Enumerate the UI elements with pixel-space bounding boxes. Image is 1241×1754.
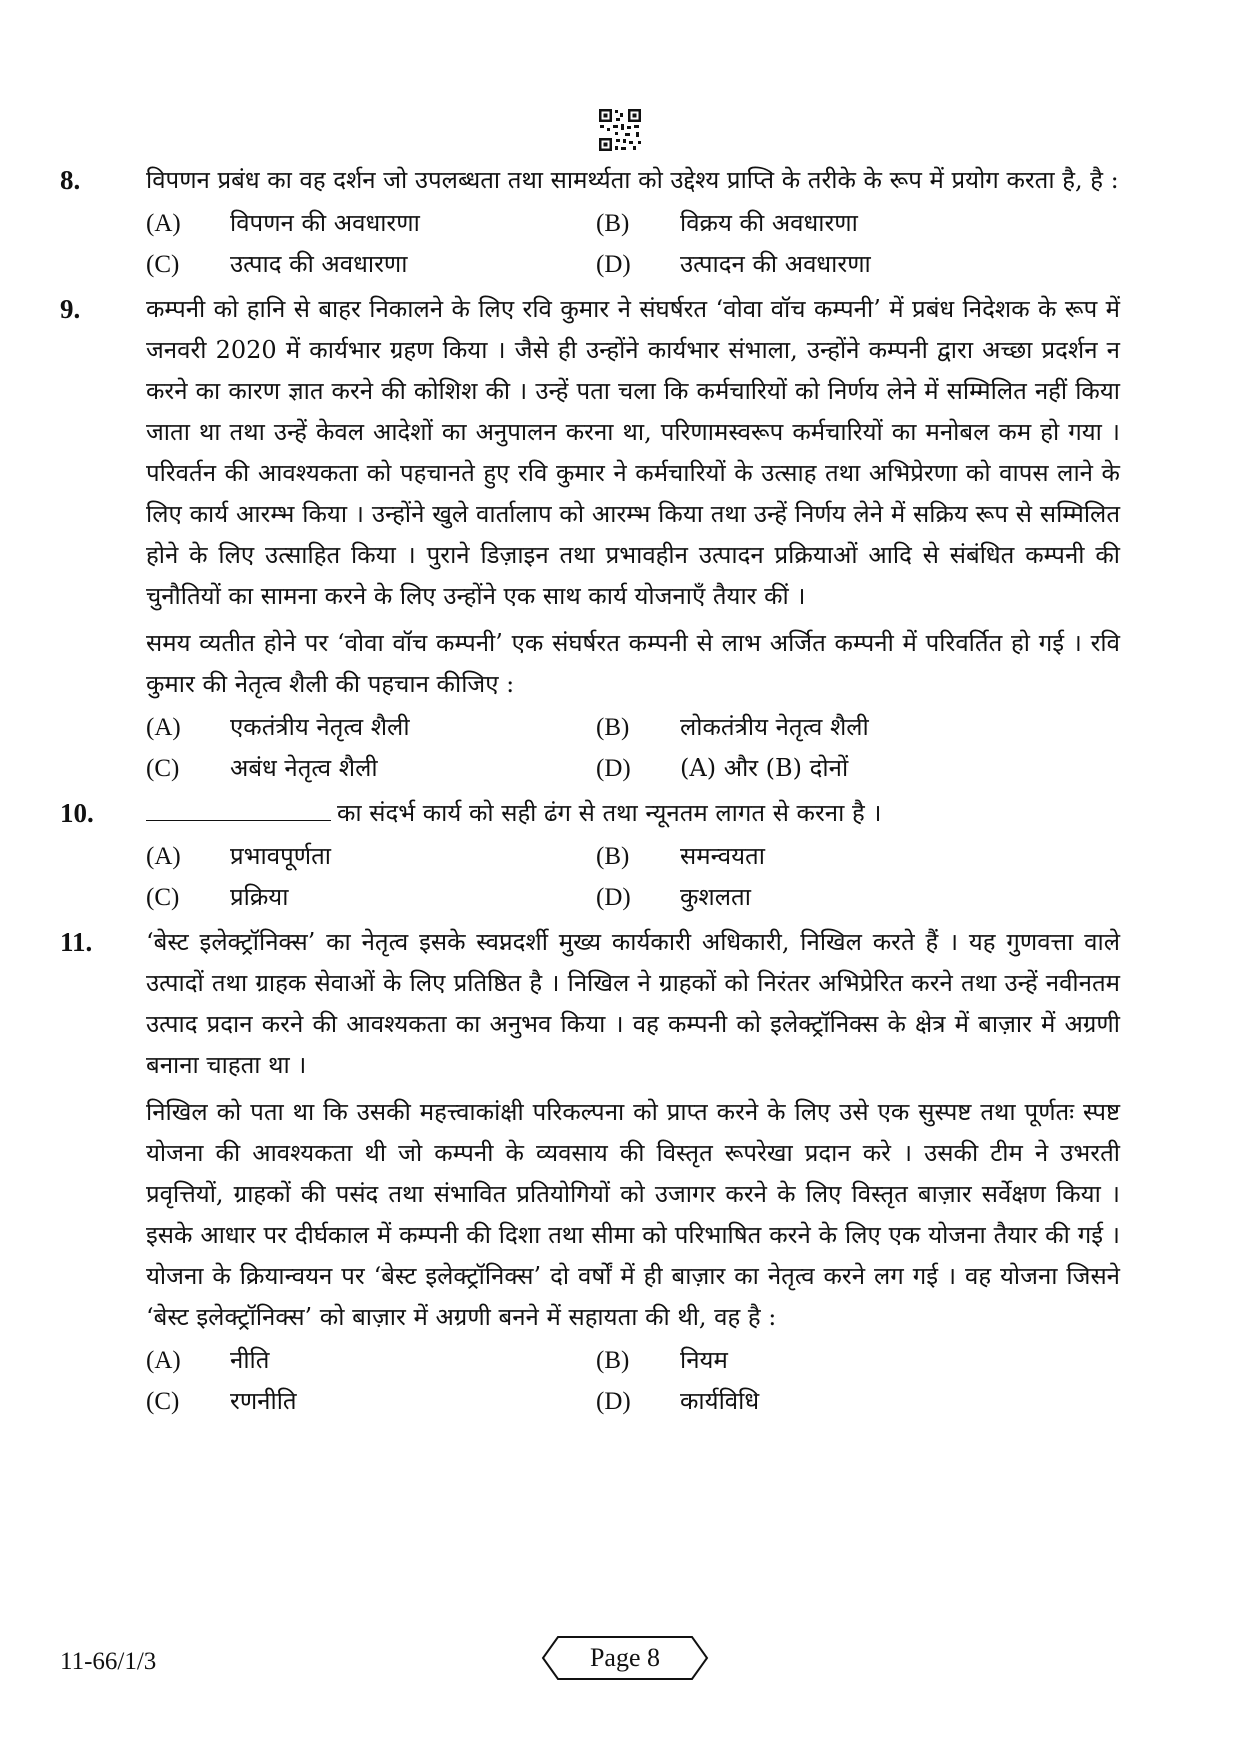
option-label: (A)	[146, 1347, 181, 1374]
page-number: Page 8	[589, 1643, 661, 1672]
option-c	[146, 748, 596, 789]
paper-code: 11-66/1/3	[60, 1648, 157, 1675]
option-text: विपणन की अवधारणा	[230, 209, 420, 237]
option-text: रणनीति	[230, 1387, 297, 1415]
option-text: नियम	[680, 1346, 728, 1374]
option-a	[146, 707, 596, 748]
option-label: (C)	[146, 755, 180, 782]
option-b	[596, 836, 1046, 877]
option-c	[146, 1381, 596, 1422]
question-11	[60, 922, 1120, 1422]
option-label: (C)	[146, 1388, 180, 1415]
option-d	[596, 748, 1046, 789]
qr-code-icon	[598, 108, 642, 152]
option-text: (A) और (B) दोनों	[680, 754, 849, 782]
option-text: समन्वयता	[680, 842, 765, 870]
option-text: उत्पाद की अवधारणा	[230, 250, 408, 278]
option-label: (C)	[146, 884, 180, 911]
option-c	[146, 244, 596, 285]
option-text: नीति	[230, 1346, 270, 1374]
option-label: (A)	[146, 843, 181, 870]
option-b	[596, 1340, 1046, 1381]
option-text: कार्यविधि	[680, 1387, 760, 1415]
option-text: कुशलता	[680, 883, 751, 911]
options	[146, 836, 1120, 918]
option-text: एकतंत्रीय नेतृत्व शैली	[230, 713, 410, 741]
question-number: 9.	[60, 294, 81, 324]
option-text: अबंध नेतृत्व शैली	[230, 754, 378, 782]
option-label: (B)	[596, 843, 630, 870]
options	[146, 203, 1120, 285]
page-number-badge	[540, 1634, 710, 1682]
option-label: (A)	[146, 210, 181, 237]
question-text: विपणन प्रबंध का वह दर्शन जो उपलब्धता तथा सामर्थ्यता को उद्देश्य प्राप्ति के तरीके के रूप में प्रयोग करता है, है :	[146, 166, 1119, 194]
question-number: 10.	[60, 798, 94, 828]
question-number: 11.	[60, 927, 93, 957]
question-10	[60, 793, 1120, 918]
option-d	[596, 1381, 1046, 1422]
question-text: ‘बेस्ट इलेक्ट्रॉनिक्स’ का नेतृत्व इसके स्वप्नदर्शी मुख्य कार्यकारी अधिकारी, निखिल करते हैं । यह गुणवत्ता वाले उत्पादों तथा ग्राहक सेवाओं के लिए प्रतिष्ठित है । निखिल ने ग्राहकों को निरंतर अभिप्रेरित करने तथा उन्हें नवीनतम उत्पाद प्रदान करने की आवश्यकता का अनुभव किया । वह कम्पनी को इलेक्ट्रॉनिक्स के क्षेत्र में बाज़ार में अग्रणी बनाना चाहता था ।	[146, 928, 1120, 1079]
question-text: कम्पनी को हानि से बाहर निकालने के लिए रवि कुमार ने संघर्षरत ‘वोवा वॉच कम्पनी’ में प्रबंध निदेशक के रूप में जनवरी 2020 में कार्यभार ग्रहण किया । जैसे ही उन्होंने कार्यभार संभाला, उन्होंने कम्पनी द्वारा अच्छा प्रदर्शन न करने का कारण ज्ञात करने की कोशिश की । उन्हें पता चला कि कर्मचारियों को निर्णय लेने में सम्मिलित नहीं किया जाता था तथा उन्हें केवल आदेशों का अनुपालन करना था, परिणामस्वरूप कर्मचारियों का मनोबल कम हो गया । परिवर्तन की आवश्यकता को पहचानते हुए रवि कुमार ने कर्मचारियों के उत्साह तथा अभिप्रेरणा को वापस लाने के लिए कार्य आरम्भ किया । उन्होंने खुले वार्तालाप को आरम्भ किया तथा उन्हें निर्णय लेने में सक्रिय रूप से सम्मिलित होने के लिए उत्साहित किया । पुराने डिज़ाइन तथा प्रभावहीन उत्पादन प्रक्रियाओं आदि से संबंधित कम्पनी की चुनौतियों का सामना करने के लिए उन्होंने एक साथ कार्य योजनाएँ तैयार कीं ।	[146, 295, 1120, 610]
option-text: प्रक्रिया	[230, 883, 289, 911]
option-label: (D)	[596, 251, 631, 278]
question-9	[60, 289, 1120, 789]
option-c	[146, 877, 596, 918]
option-label: (B)	[596, 714, 630, 741]
option-a	[146, 203, 596, 244]
option-label: (D)	[596, 884, 631, 911]
option-text: विक्रय की अवधारणा	[680, 209, 858, 237]
option-label: (A)	[146, 714, 181, 741]
option-label: (C)	[146, 251, 180, 278]
option-text: उत्पादन की अवधारणा	[680, 250, 871, 278]
option-label: (B)	[596, 210, 630, 237]
question-8	[60, 160, 1120, 285]
question-text: समय व्यतीत होने पर ‘वोवा वॉच कम्पनी’ एक संघर्षरत कम्पनी से लाभ अर्जित कम्पनी में परिवर्तित हो गई । रवि कुमार की नेतृत्व शैली की पहचान कीजिए :	[146, 629, 1120, 698]
question-text	[146, 793, 1120, 834]
option-label: (B)	[596, 1347, 630, 1374]
options	[146, 707, 1120, 789]
option-text: लोकतंत्रीय नेतृत्व शैली	[680, 713, 869, 741]
question-list	[60, 160, 1120, 1426]
option-b	[596, 203, 1046, 244]
option-label: (D)	[596, 755, 631, 782]
fill-blank	[146, 798, 331, 821]
option-d	[596, 244, 1046, 285]
option-d	[596, 877, 1046, 918]
blank-sentence: का संदर्भ कार्य को सही ढंग से तथा न्यूनतम लागत से करना है ।	[337, 799, 882, 827]
option-a	[146, 836, 596, 877]
option-a	[146, 1340, 596, 1381]
option-b	[596, 707, 1046, 748]
question-text: निखिल को पता था कि उसकी महत्त्वाकांक्षी परिकल्पना को प्राप्त करने के लिए उसे एक सुस्पष्ट तथा पूर्णतः स्पष्ट योजना की आवश्यकता थी जो कम्पनी के व्यवसाय की विस्तृत रूपरेखा प्रदान करे । उसकी टीम ने उभरती प्रवृत्तियों, ग्राहकों की पसंद तथा संभावित प्रतियोगियों को उजागर करने के लिए विस्तृत बाज़ार सर्वेक्षण किया । इसके आधार पर दीर्घकाल में कम्पनी की दिशा तथा सीमा को परिभाषित करने के लिए एक योजना तैयार की गई । योजना के क्रियान्वयन पर ‘बेस्ट इलेक्ट्रॉनिक्स’ दो वर्षों में ही बाज़ार का नेतृत्व करने लग गई । वह योजना जिसने ‘बेस्ट इलेक्ट्रॉनिक्स’ को बाज़ार में अग्रणी बनने में सहायता की थी, वह है :	[146, 1098, 1120, 1331]
question-number: 8.	[60, 165, 81, 195]
options	[146, 1340, 1120, 1422]
option-text: प्रभावपूर्णता	[230, 842, 331, 870]
option-label: (D)	[596, 1388, 631, 1415]
